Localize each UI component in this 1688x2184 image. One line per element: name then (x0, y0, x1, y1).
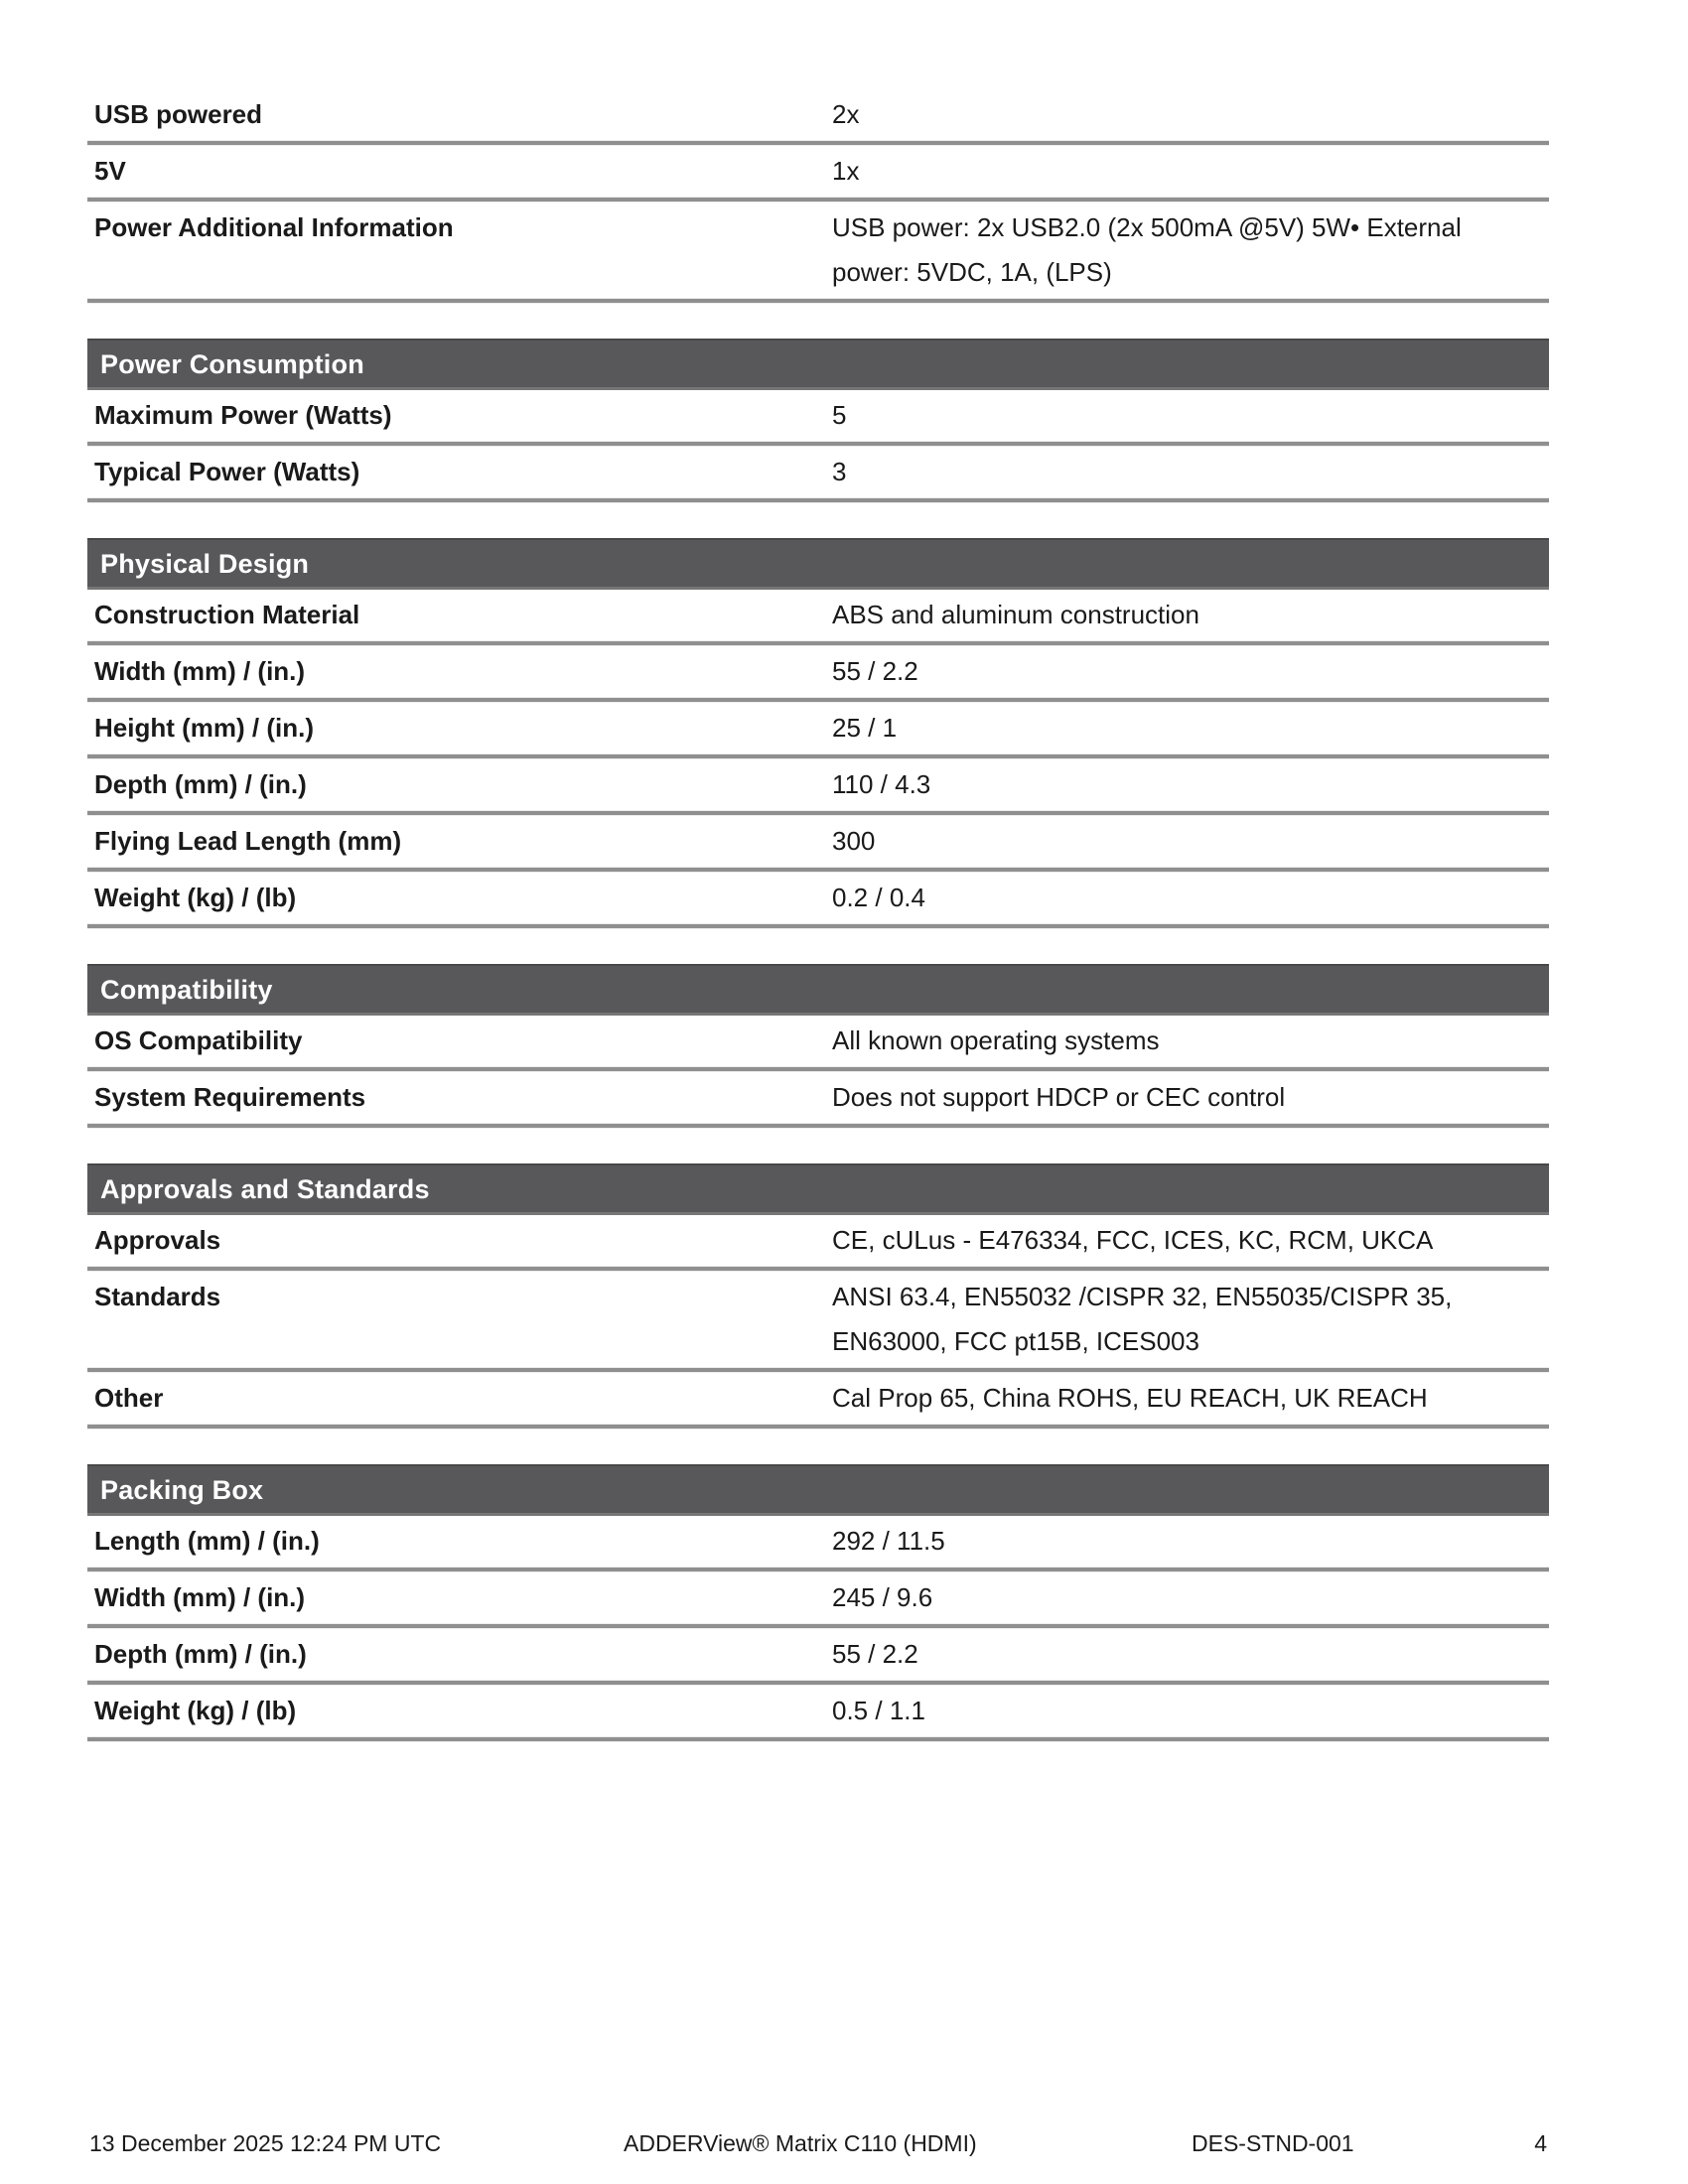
spec-row-value: CE, cULus - E476334, FCC, ICES, KC, RCM, UKCA (832, 1225, 1434, 1255)
section-title: Approvals and Standards (100, 1173, 430, 1204)
spec-row-value: 25 / 1 (832, 713, 898, 743)
footer-doc-code: DES-STND-001 (1192, 2130, 1354, 2156)
spec-row-label: Length (mm) / (in.) (94, 1526, 320, 1556)
spec-row-label: Approvals (94, 1225, 221, 1255)
spec-row (87, 1373, 1549, 1424)
spec-row-label: Height (mm) / (in.) (94, 713, 314, 743)
spec-row-label: Typical Power (Watts) (94, 457, 360, 486)
spec-row (87, 1686, 1549, 1736)
spec-row-label: Construction Material (94, 600, 360, 629)
row-separator (87, 923, 1549, 929)
spec-row-value: 0.2 / 0.4 (832, 883, 925, 912)
spec-row (87, 1072, 1549, 1123)
spec-row (87, 816, 1549, 867)
row-separator (87, 1736, 1549, 1742)
spec-row (87, 873, 1549, 923)
spec-row (87, 1572, 1549, 1623)
spec-row (87, 759, 1549, 810)
spec-row-value: ABS and aluminum construction (832, 600, 1199, 629)
spec-section (87, 1163, 1549, 1430)
row-separator (87, 1123, 1549, 1129)
spec-row (87, 1016, 1549, 1066)
spec-row (87, 1629, 1549, 1680)
spec-row-value: 245 / 9.6 (832, 1582, 933, 1612)
spec-row (87, 203, 1549, 298)
footer-date: 13 December 2025 12:24 PM UTC (89, 2130, 442, 2156)
section-header-bar (87, 538, 1549, 590)
spec-row-label: OS Compatibility (94, 1025, 303, 1055)
spec-row-label: Width (mm) / (in.) (94, 1582, 306, 1612)
spec-row-value: 1x (832, 156, 860, 186)
spec-row (87, 390, 1549, 441)
spec-row-value: 292 / 11.5 (832, 1526, 945, 1556)
section-header-bar (87, 964, 1549, 1016)
spec-row-value: ANSI 63.4, EN55032 /CISPR 32, EN55035/CISPR 35, EN63000, FCC pt15B, ICES003 (832, 1282, 1453, 1356)
spec-row (87, 1272, 1549, 1367)
spec-section (87, 89, 1549, 304)
spec-row (87, 89, 1549, 140)
spec-row (87, 1215, 1549, 1266)
spec-row-label: Depth (mm) / (in.) (94, 769, 307, 799)
section-title: Physical Design (100, 548, 310, 579)
spec-row-label: Depth (mm) / (in.) (94, 1639, 307, 1669)
spec-row-value: 3 (832, 457, 847, 486)
spec-section (87, 1464, 1549, 1742)
row-separator (87, 497, 1549, 503)
section-header-bar (87, 1163, 1549, 1215)
spec-row-value: USB power: 2x USB2.0 (2x 500mA @5V) 5W• External power: 5VDC, 1A, (LPS) (832, 212, 1462, 287)
spec-row-label: System Requirements (94, 1082, 366, 1112)
spec-row (87, 447, 1549, 497)
spec-row-label: Width (mm) / (in.) (94, 656, 306, 686)
spec-row-label: 5V (94, 156, 126, 186)
spec-section (87, 964, 1549, 1129)
spec-row-label: Maximum Power (Watts) (94, 400, 392, 430)
spec-row-value: Does not support HDCP or CEC control (832, 1082, 1286, 1112)
spec-row-value: 110 / 4.3 (832, 769, 931, 799)
spec-table (87, 89, 1549, 1742)
section-title: Compatibility (100, 974, 273, 1005)
footer-page-number: 4 (1534, 2130, 1547, 2156)
spec-row-label: USB powered (94, 99, 263, 129)
spec-section (87, 339, 1549, 503)
spec-row (87, 703, 1549, 753)
row-separator (87, 1424, 1549, 1430)
spec-row-label: Flying Lead Length (mm) (94, 826, 402, 856)
section-header-bar (87, 1464, 1549, 1516)
spec-row-value: 0.5 / 1.1 (832, 1696, 925, 1725)
section-title: Power Consumption (100, 348, 364, 379)
spec-row-label: Standards (94, 1282, 221, 1311)
page-footer (87, 2127, 1549, 2159)
spec-row-value: All known operating systems (832, 1025, 1160, 1055)
spec-row (87, 646, 1549, 697)
row-separator (87, 298, 1549, 304)
spec-row (87, 590, 1549, 640)
spec-section (87, 538, 1549, 929)
spec-row-value: 300 (832, 826, 876, 856)
section-header-bar (87, 339, 1549, 390)
spec-row (87, 1516, 1549, 1567)
spec-row-label: Power Additional Information (94, 212, 454, 242)
spec-row-label: Weight (kg) / (lb) (94, 1696, 297, 1725)
section-title: Packing Box (100, 1474, 264, 1505)
spec-row-label: Weight (kg) / (lb) (94, 883, 297, 912)
spec-row-value: 2x (832, 99, 860, 129)
spec-row-value: 5 (832, 400, 847, 430)
spec-row-value: 55 / 2.2 (832, 1639, 918, 1669)
spec-row-label: Other (94, 1383, 164, 1413)
spec-row (87, 146, 1549, 197)
footer-product-name: ADDERView® Matrix C110 (HDMI) (624, 2130, 977, 2156)
spec-row-value: 55 / 2.2 (832, 656, 918, 686)
spec-row-value: Cal Prop 65, China ROHS, EU REACH, UK REACH (832, 1383, 1428, 1413)
